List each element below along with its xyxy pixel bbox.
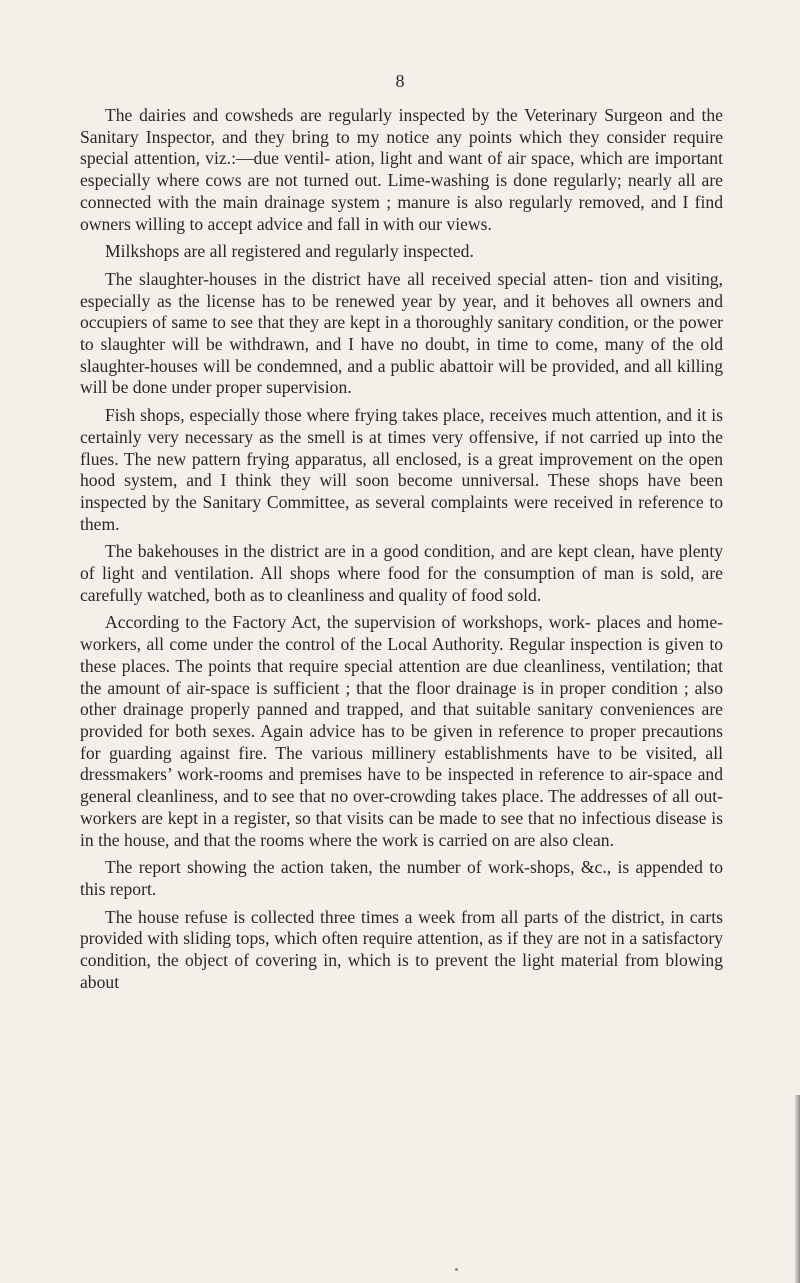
paragraph-dairies: The dairies and cowsheds are regularly inspected by the Veterinary Surgeon and the Sanitary Inspector, and they bring to my notice any points which they consider require special attention, viz.:—due ventil- ation, light and want of air space, which are important especially where cows are not turned out. Lime-washing is done regularly; nearly all are connected with the main drainage system ; manure is also regularly removed, and I find owners willing to accept advice and fall in with our views.: [80, 105, 723, 234]
page-edge-shadow: [794, 1095, 800, 1283]
paper-speck: [455, 1268, 458, 1271]
paragraph-factory-act: According to the Factory Act, the supervision of workshops, work- places and home-workers, all come under the control of the Local Authority. Regular inspection is given to these places. The points that require special attention are due cleanliness, ventilation; that the amount of air-space is sufficient ; that the floor drainage is in proper condition ; also other drainage properly panned and trapped, and that suitable sanitary conveniences are provided for both sexes. Again advice has to be given in reference to proper precautions for guarding against fire. The various millinery establishments have to be visited, all dressmakers’ work-rooms and premises have to be inspected in reference to air-space and general cleanliness, and to see that no over-crowding takes place. The addresses of all out-workers are kept in a register, so that visits can be made to see that no infectious disease is in the house, and that the rooms where the work is carried on are also clean.: [80, 612, 723, 850]
paragraph-house-refuse: The house refuse is collected three times a week from all parts of the district, in carts provided with sliding tops, which often require attention, as if they are not in a satisfactory condition, the object of covering in, which is to prevent the light material from blowing about: [80, 906, 723, 992]
page-number: 8: [395, 71, 405, 91]
paragraph-bakehouses: The bakehouses in the district are in a good condition, and are kept clean, have plenty of light and ventilation. All shops where food for the consumption of man is sold, are carefully watched, both as to cleanliness and quality of food sold.: [80, 541, 723, 605]
body-text: [80, 105, 723, 999]
paragraph-report: The report showing the action taken, the number of work-shops, &c., is appended to this report.: [80, 857, 723, 899]
paragraph-milkshops: Milkshops are all registered and regularly inspected.: [105, 241, 474, 262]
paragraph-fish-shops: Fish shops, especially those where frying takes place, receives much attention, and it is certainly very necessary as the smell is at times very offensive, if not carried up into the flues. The new pattern frying apparatus, all enclosed, is a great improvement on the open hood system, and I think they will soon become unniversal. These shops have been inspected by the Sanitary Committee, as several complaints were received in reference to them.: [80, 405, 723, 534]
paragraph-slaughter-houses: The slaughter-houses in the district have all received special atten- tion and visiting, especially as the license has to be renewed year by year, and it behoves all owners and occupiers of same to see that they are kept in a thoroughly sanitary condition, or the power to slaughter will be withdrawn, and I have no doubt, in time to come, many of the old slaughter-houses will be condemned, and a public abattoir will be provided, and all killing will be done under proper supervision.: [80, 268, 723, 398]
